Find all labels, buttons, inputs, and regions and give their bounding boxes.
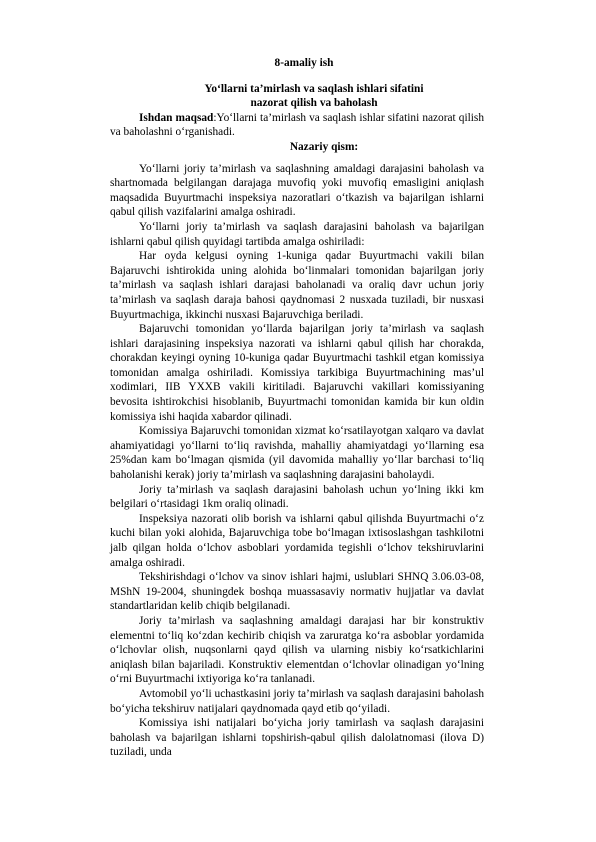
document-body bbox=[110, 56, 484, 760]
paragraph: Komissiya ishi natijalari bo‘yicha joriy tamirlash va saqlash darajasini baholash va bajarilgan ishlarni topshirish-qabul qilish dalolatnomasi (ilova D) tuziladi, unda bbox=[110, 717, 484, 759]
paragraph: Har oyda kelgusi oyning 1-kuniga qadar Buyurtmachi vakili bilan Bajaruvchi ishtirokida uning alohida bo‘linmalari tomonidan bajarilgan joriy ta’mirlash va saqlash ishlari darajasi baholanadi va oraliq davr uchun joriy ta’mirlash va saqlash daraja bahosi qaydnomasi 2 nusxada tuziladi, bir nusxasi Buyurtmachiga, ikkinchi nusxasi Bajaruvchiga beriladi. bbox=[110, 250, 484, 321]
paragraph: Joriy ta’mirlash va saqlashning amaldagi darajasi har bir konstruktiv elementni to‘liq ko‘zdan kechirib chiqish va zaruratga ko‘ra asboblar yordamida o‘lchovlar olish, nuqsonlarni qayd qilish va ularning nisbiy ko‘rsatkichlarini aniqlash bilan bajariladi. Konstruktiv elementdan o‘lchovlar olinadigan yo‘lning o‘rni Buyurtmachi ixtiyoriga ko‘ra tanlanadi. bbox=[110, 614, 484, 686]
paragraph: Yo‘llarni joriy ta’mirlash va saqlash darajasini baholash va bajarilgan ishlarni qabul qilish quyidagi tartibda amalga oshiriladi: bbox=[110, 220, 484, 248]
document-title-line-2: nazorat qilish va baholash bbox=[250, 97, 378, 110]
paragraph: Bajaruvchi tomonidan yo‘llarda bajarilgan joriy ta’mirlash va saqlash ishlari darajasining inspeksiya nazorati va ishlarni qabul qilish har chorakda, chorakdan keyingi oyning 10-kuniga qadar Buyurtmachi tashkil etgan komissiya tomonidan amalga oshiriladi. Komissiya tarkibiga Buyurtmachining mas’ul xodimlari, IIB YXXB vakili kiritiladi. Bajaruvchi vakillari komissiyaning bevosita ishtirokchisi hisoblanib, Buyurtmachi tomonidan kamida bir kun oldin komissiya ishi haqida xabardor qilinadi. bbox=[110, 323, 484, 423]
aim-paragraph bbox=[110, 111, 484, 140]
aim-label: Ishdan maqsad bbox=[139, 111, 214, 124]
section-title: Nazariy qism: bbox=[289, 140, 359, 153]
paragraph: Yo‘llarni joriy ta’mirlash va saqlashning amaldagi darajasini baholash va shartnomada belgilangan darajaga muvofiq yoki muvofiq emasligini aniqlash maqsadida Buyurtmachi inspeksiya nazoratlari o‘tkazish va bajarilgan ishlarni qabul qilish vazifalarini amalga oshiradi. bbox=[110, 162, 484, 219]
paragraph: Tekshirishdagi o‘lchov va sinov ishlari hajmi, uslublari SHNQ 3.06.03-08, MShN 19-2004, shuningdek boshqa muassasaviy normativ hujjatlar va davlat standartlaridan kelib chiqib belgilanadi. bbox=[110, 571, 484, 613]
practical-number: 8-amaliy ish bbox=[274, 57, 334, 69]
paragraph: Joriy ta’mirlash va saqlash darajasini baholash uchun yo‘lning ikki km belgilari o‘rtasidagi 1km oraliq olinadi. bbox=[110, 483, 484, 511]
paragraph: Avtomobil yo‘li uchastkasini joriy ta’mirlash va saqlash darajasini baholash bo‘yicha tekshiruv natijalari qaydnomada qayd etib qo‘yiladi. bbox=[110, 687, 484, 715]
document-title-line-1: Yo‘llarni ta’mirlash va saqlash ishlari sifatini bbox=[204, 82, 424, 95]
paragraph: Inspeksiya nazorati olib borish va ishlarni qabul qilishda Buyurtmachi o‘z kuchi bilan yoki alohida, Bajaruvchiga tobe bo‘lmagan ixtisoslashgan tashkilotni jalb qilgan holda o‘lchov asboblari yordamida tegishli o‘lchov tekshiruvlarini amalga oshiradi. bbox=[110, 512, 484, 569]
paragraph: Komissiya Bajaruvchi tomonidan xizmat ko‘rsatilayotgan xalqaro va davlat ahamiyatidagi yo‘llarni to‘liq ravishda, mahalliy ahamiyatdagi yo‘llarning esa 25%dan kam bo‘lmagan qismida (yil davomida mahalliy yo‘llar barchasi to‘liq baholanishi kerak) joriy ta’mirlash va saqlashning darajasini baholaydi. bbox=[110, 425, 484, 482]
aim-text: :Yo‘llarni ta’mirlash va saqlash ishlar sifatini nazorat qilish va baholashni o‘rganishadi. bbox=[110, 111, 485, 139]
